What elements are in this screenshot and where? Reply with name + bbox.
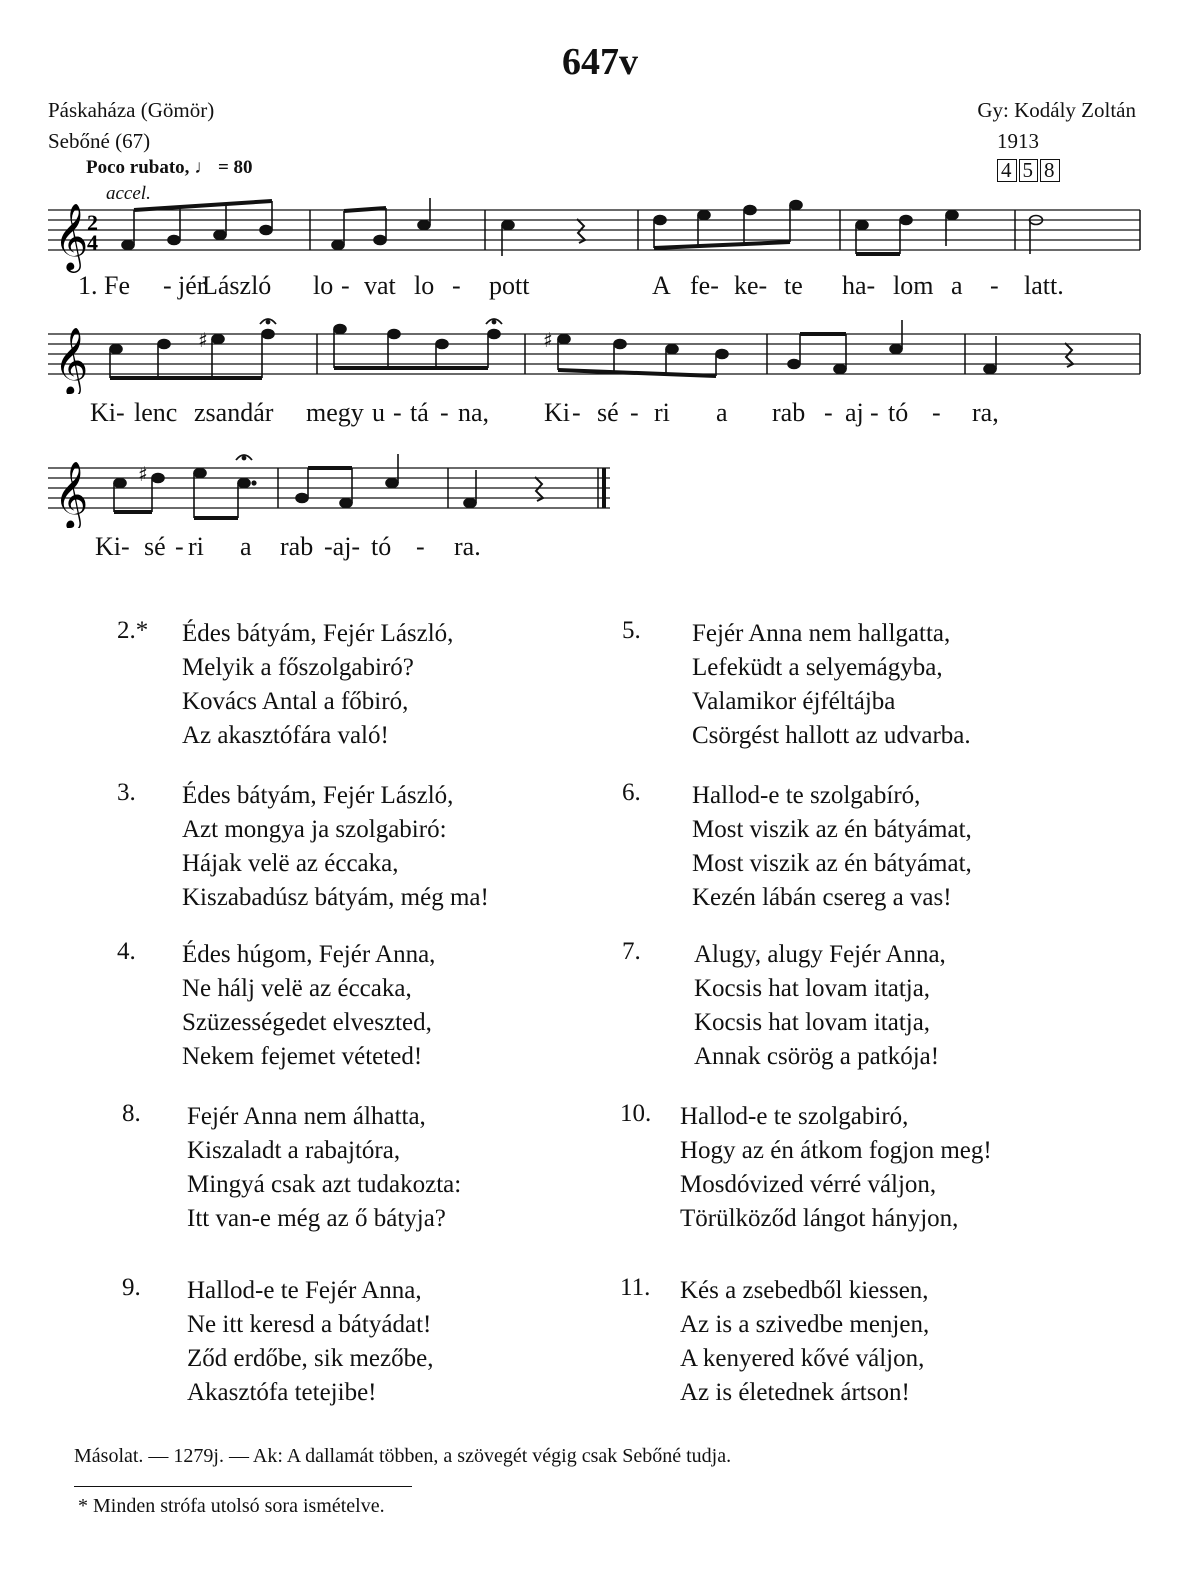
verse-5-stanza (692, 617, 971, 753)
verse-line: Kés a zsebedből kiessen, (680, 1277, 929, 1304)
collector-label: Gy: Kodály Zoltán (977, 98, 1136, 122)
lyric-syllable: - (870, 398, 879, 427)
lyric-syllable: - (990, 271, 999, 300)
verse-number: 9. (122, 1274, 141, 1301)
verse-9-stanza (187, 1274, 433, 1410)
lyric-syllable: a (240, 532, 252, 561)
treble-clef-icon: 𝄞 (54, 460, 89, 528)
notes (122, 198, 1043, 256)
lyric-syllable: a (716, 398, 728, 427)
verse-line: Kocsis hat lovam itatja, (694, 975, 931, 1002)
classification-boxes (997, 158, 1062, 183)
verse-number: 7. (622, 938, 641, 965)
lyric-syllable: aj (845, 398, 864, 427)
tempo-text: Poco rubato, (86, 157, 190, 178)
lyric-syllable: Ki- (95, 532, 130, 561)
lyric-syllable: - (163, 271, 172, 300)
verse-11-stanza (680, 1274, 929, 1410)
verse-number: 10. (620, 1100, 652, 1127)
lyric-syllable: latt. (1024, 271, 1064, 300)
page-number: 647v (562, 41, 638, 83)
classification-box: 8 (1040, 159, 1060, 182)
verse-line: Szüzességedet elveszted, (182, 1009, 432, 1036)
lyric-syllable: lo (313, 271, 334, 300)
lyric-syllable: ra, (972, 398, 999, 427)
lyric-syllable: a (951, 271, 963, 300)
verse-line: Annak csörög a patkója! (694, 1043, 940, 1070)
accel-marking: accel. (106, 183, 151, 204)
staff-system-2 (40, 312, 1150, 394)
lyric-syllable: lom (893, 271, 934, 300)
lyric-syllable: - (175, 532, 184, 561)
verse-6-stanza (692, 779, 972, 915)
verse-number: 6. (622, 779, 641, 806)
verse-number: 11. (620, 1274, 651, 1301)
verse-line: Hogy az én átkom fogjon meg! (680, 1137, 992, 1164)
lyric-syllable: - (341, 271, 350, 300)
lyric-syllable: megy (306, 398, 364, 427)
verse-line: Édes bátyám, Fejér László, (182, 620, 454, 647)
verse-line: Most viszik az én bátyámat, (692, 816, 972, 843)
staff-system-3 (40, 446, 620, 528)
verse-line: Ződ erdőbe, sik mezőbe, (187, 1345, 434, 1372)
verse-2-stanza (182, 617, 453, 753)
verse-line: Hallod-e te Fejér Anna, (187, 1277, 422, 1304)
verse-line: Csörgést hallott az udvarba. (692, 722, 971, 749)
time-signature-top: 2 (87, 210, 98, 235)
lyric-syllable: tó (888, 398, 909, 427)
lyric-syllable: lo (414, 271, 435, 300)
lyric-syllable: A (652, 271, 671, 300)
lyric-syllable: zsandár (194, 398, 274, 427)
verse-line: Hallod-e te szolgabiró, (680, 1103, 909, 1130)
lyric-syllable: ke- (734, 271, 768, 300)
lyric-syllable: rab (772, 398, 806, 427)
verse-7-stanza (694, 938, 946, 1074)
lyric-syllable: - (416, 532, 425, 561)
verse-number: 2.* (117, 617, 149, 644)
lyric-syllable: tó (371, 532, 392, 561)
lyric-syllable: Ki (544, 398, 570, 427)
verse-line: Az is a szivedbe menjen, (680, 1311, 930, 1338)
lyric-syllable: ri (188, 532, 204, 561)
lyric-syllable: pott (489, 271, 530, 300)
lyric-syllable: vat (364, 271, 396, 300)
verse-line: Mingyá csak azt tudakozta: (187, 1171, 462, 1198)
lyric-syllable: - (572, 398, 581, 427)
treble-clef-icon: 𝄞 (54, 326, 89, 394)
lyric-syllable: ra. (454, 532, 481, 561)
lyric-syllable: lenc (134, 398, 178, 427)
lyric-syllable: -aj- (324, 532, 361, 561)
lyric-syllable: sé (597, 398, 619, 427)
classification-box: 4 (997, 159, 1017, 182)
verse-line: Az akasztófára való! (182, 722, 389, 749)
footnote: * Minden strófa utolsó sora ismételve. (78, 1495, 385, 1517)
lyric-syllable: tá (410, 398, 429, 427)
verse-line: Kiszabadúsz bátyám, még ma! (182, 884, 489, 911)
treble-clef-icon: 𝄞 (54, 202, 89, 270)
classification-box: 5 (1019, 159, 1039, 182)
lyric-syllable: rab (280, 532, 314, 561)
lyric-syllable: ha- (842, 271, 876, 300)
verse-line: Itt van-e még az ő bátyja? (187, 1205, 446, 1232)
lyric-syllable: - (393, 398, 402, 427)
lyric-syllable: - (932, 398, 941, 427)
verse-line: Azt mongya ja szolgabiró: (182, 816, 447, 843)
year-label: 1913 (997, 129, 1039, 153)
verse-line: Lefeküdt a selyemágyba, (692, 654, 943, 681)
verse-number: 8. (122, 1100, 141, 1127)
singer-label: Sebőné (67) (48, 129, 151, 153)
verse-line: Ne itt keresd a bátyádat! (187, 1311, 432, 1338)
verse-line: Ne hálj velë az éccaka, (182, 975, 412, 1002)
verse-line: Akasztófa tetejibe! (187, 1379, 377, 1406)
notes (110, 319, 1073, 378)
lyric-syllable: jér (178, 271, 206, 300)
verse-number: 5. (622, 617, 641, 644)
staff-system-1 (40, 196, 1150, 276)
verse-line: Melyik a főszolgabiró? (182, 654, 414, 681)
lyric-syllable: - (630, 398, 639, 427)
verse-number: 4. (117, 938, 136, 965)
verse-line: Az is életednek ártson! (680, 1379, 910, 1406)
verse-8-stanza (187, 1100, 461, 1236)
lyric-syllable: 1. Fe (78, 271, 130, 300)
svg-text:♯: ♯ (198, 328, 208, 352)
lyric-syllable: - (824, 398, 833, 427)
footnote-divider (74, 1486, 412, 1487)
verse-line: Nekem fejemet véteted! (182, 1043, 423, 1070)
svg-text:♯: ♯ (543, 328, 553, 352)
svg-text:♯: ♯ (138, 462, 148, 486)
lyric-syllable: László (202, 271, 272, 300)
lyric-syllable: Ki- (90, 398, 125, 427)
quarter-note-icon: ♩ (194, 157, 214, 178)
verse-line: Kezén lábán csereg a vas! (692, 884, 952, 911)
verse-10-stanza (680, 1100, 992, 1236)
time-signature-bottom: 4 (87, 230, 98, 255)
source-note: Másolat. — 1279j. — Ak: A dallamát többen, a szövegét végig csak Sebőné tudja. (74, 1445, 732, 1467)
verse-line: Alugy, alugy Fejér Anna, (694, 941, 946, 968)
verse-3-stanza (182, 779, 489, 915)
verse-line: Kovács Antal a főbiró, (182, 688, 409, 715)
verse-line: Hájak velë az éccaka, (182, 850, 399, 877)
lyric-syllable: - (440, 398, 449, 427)
lyric-syllable: te (784, 271, 803, 300)
verse-number: 3. (117, 779, 136, 806)
verse-line: Édes húgom, Fejér Anna, (182, 941, 436, 968)
lyric-syllable: - (452, 271, 461, 300)
lyric-syllable: ri (654, 398, 670, 427)
verse-line: Fejér Anna nem hallgatta, (692, 620, 951, 647)
tempo-value: = 80 (217, 157, 253, 178)
verse-4-stanza (182, 938, 435, 1074)
verse-line: A kenyered kővé váljon, (680, 1345, 925, 1372)
verse-line: Mosdóvized vérré váljon, (680, 1171, 937, 1198)
verse-line: Édes bátyám, Fejér László, (182, 782, 454, 809)
lyric-syllable: u (372, 398, 385, 427)
lyric-syllable: na, (458, 398, 490, 427)
place-label: Páskaháza (Gömör) (48, 98, 215, 122)
lyric-syllable: sé (144, 532, 166, 561)
verse-line: Hallod-e te szolgabíró, (692, 782, 921, 809)
verse-line: Kocsis hat lovam itatja, (694, 1009, 931, 1036)
verse-line: Fejér Anna nem álhatta, (187, 1103, 426, 1130)
verse-line: Kiszaladt a rabajtóra, (187, 1137, 401, 1164)
tempo-marking (86, 157, 253, 179)
verse-line: Törülköződ lángot hányjon, (680, 1205, 959, 1232)
lyric-syllable: fe- (690, 271, 719, 300)
verse-line: Valamikor éjféltájba (692, 688, 896, 715)
verse-line: Most viszik az én bátyámat, (692, 850, 972, 877)
